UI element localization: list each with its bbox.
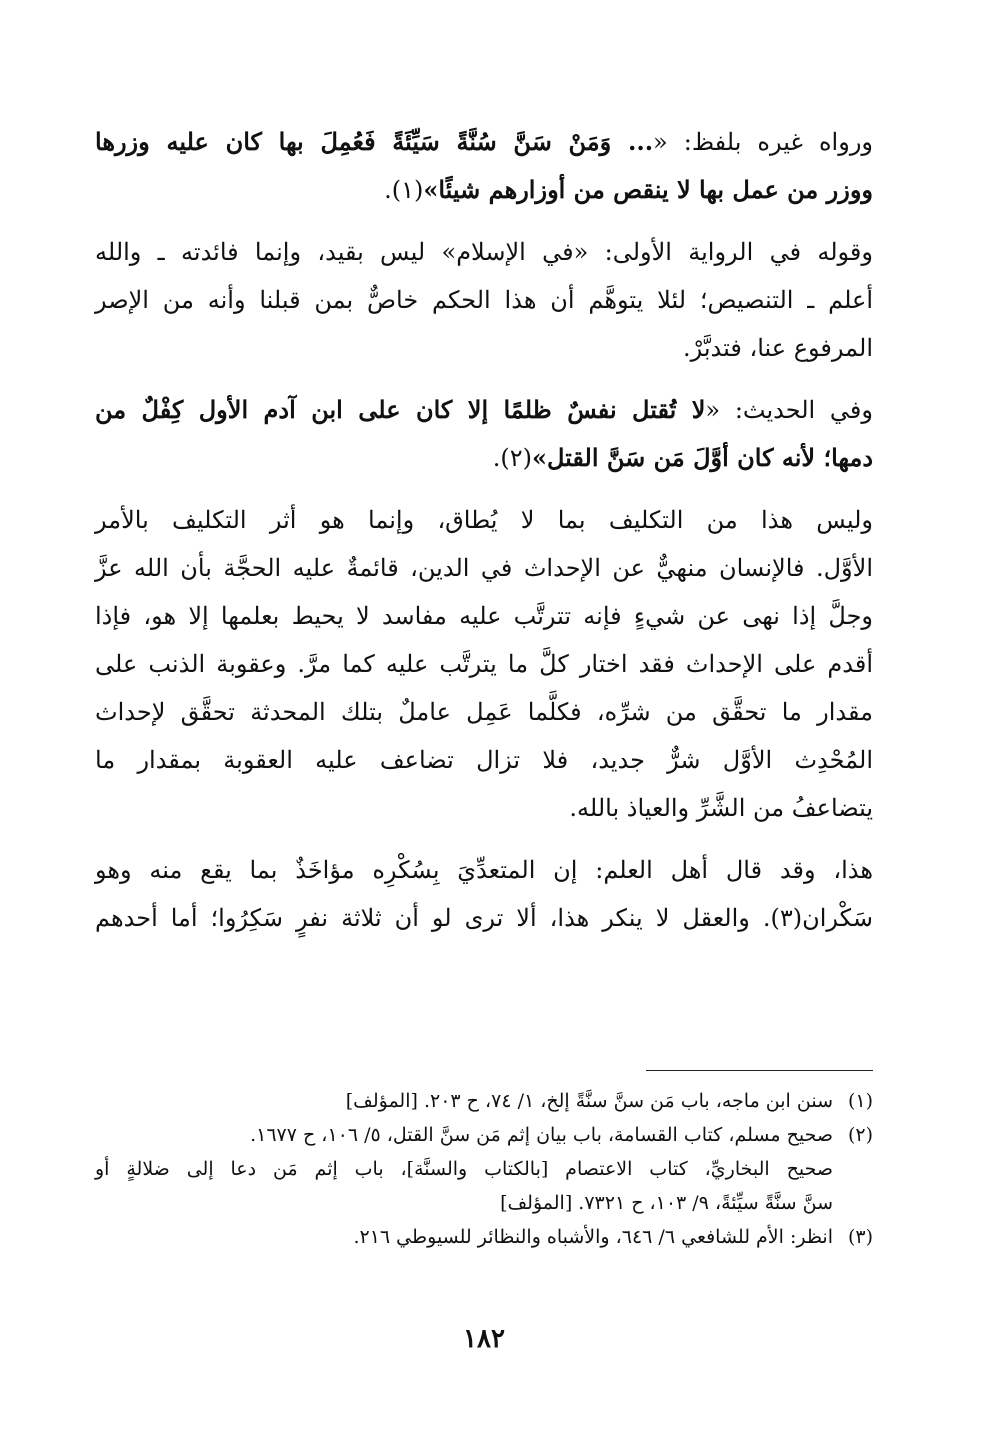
- footnotes: [95, 1084, 873, 1254]
- footnote-separator: [646, 1070, 873, 1071]
- paragraph-3-line-2: دمها؛ لأنه كان أوَّلَ مَن سَنَّ القتل»(٢).: [492, 443, 873, 472]
- paragraph-4-line-5: مقدار ما تحقَّق من شرِّه، فكلَّما عَمِل عاملٌ بتلك المحدثة تحقَّق لإحداث: [95, 698, 873, 726]
- footnote-3-text: انظر: الأم للشافعي ٦/ ٦٤٦، والأشباه والنظائر للسيوطي ٢١٦.: [353, 1226, 833, 1248]
- footnote-1: [95, 1084, 873, 1118]
- paragraph-2-line-3: المرفوع عنا، فتدبَّرْ.: [682, 334, 873, 362]
- paragraph-3: [95, 386, 873, 482]
- paragraph-1-line-1: ورواه غيره بلفظ: «... وَمَنْ سَنَّ سُنَّةً سَيِّئَةً فَعُمِلَ بها كان عليه وزرها: [95, 127, 873, 156]
- footnote-2-text-line-3: سنَّ سنَّةً سيِّئةً، ٩/ ١٠٣، ح ٧٣٢١. [المؤلف]: [500, 1192, 833, 1214]
- footnote-3-number: (٣): [847, 1226, 873, 1248]
- footnote-1-number: (١): [847, 1090, 873, 1112]
- footnote-1-text: سنن ابن ماجه، باب مَن سنَّ سنَّةً إلخ، ١/ ٧٤، ح ٢٠٣. [المؤلف]: [345, 1090, 833, 1112]
- paragraph-5-line-2: سَكْران(٣). والعقل لا ينكر هذا، ألا ترى لو أن ثلاثة نفرٍ سَكِرُوا؛ أما أحدهم: [95, 904, 873, 932]
- footnote-2-text-line-2: صحيح البخاريِّ، كتاب الاعتصام [بالكتاب والسنَّة]، باب إثم مَن دعا إلى ضلالةٍ أو: [95, 1158, 833, 1180]
- paragraph-4-line-7: يتضاعفُ من الشَّرِّ والعياذ بالله.: [569, 794, 873, 822]
- paragraph-4-line-1: وليس هذا من التكليف بما لا يُطاق، وإنما هو أثر التكليف بالأمر: [95, 506, 873, 534]
- footnote-2-number: (٢): [847, 1124, 873, 1146]
- paragraph-4-line-4: أقدم على الإحداث فقد اختار كلَّ ما يترتَّب عليه كما مرَّ. وعقوبة الذنب على: [95, 650, 873, 678]
- book-page: [95, 118, 873, 1368]
- paragraph-5: [95, 846, 873, 942]
- footnote-2-text-line-1: صحيح مسلم، كتاب القسامة، باب بيان إثم مَن سنَّ القتل، ٥/ ١٠٦، ح ١٦٧٧.: [250, 1124, 833, 1146]
- paragraph-4-line-2: الأوَّل. فالإنسان منهيٌّ عن الإحداث في الدين، قائمةٌ عليه الحجَّة بأن الله عزَّ: [95, 554, 873, 582]
- paragraph-1: [95, 118, 873, 214]
- paragraph-4-line-3: وجلَّ إذا نهى عن شيءٍ فإنه تترتَّب عليه مفاسد لا يحيط بعلمها إلا هو، فإذا: [95, 602, 873, 630]
- paragraph-1-line-2: ووزر من عمل بها لا ينقص من أوزارهم شيئًا»(١).: [384, 175, 873, 204]
- footnote-3: [95, 1220, 873, 1254]
- paragraph-4: [95, 496, 873, 832]
- paragraph-2: [95, 228, 873, 372]
- paragraph-3-line-1: وفي الحديث: «لا تُقتل نفسٌ ظلمًا إلا كان على ابن آدم الأول كِفْلٌ من: [95, 395, 873, 424]
- page-number: ١٨٢: [463, 1324, 505, 1354]
- paragraph-2-line-2: أعلم ـ التنصيص؛ لئلا يتوهَّم أن هذا الحكم خاصٌّ بمن قبلنا وأنه من الإصر: [95, 286, 873, 314]
- footnote-2: [95, 1118, 873, 1152]
- paragraph-2-line-1: وقوله في الرواية الأولى: «في الإسلام» ليس بقيد، وإنما فائدته ـ والله: [95, 238, 873, 266]
- paragraph-4-line-6: المُحْدِث الأوَّل شرٌّ جديد، فلا تزال تضاعف عليه العقوبة بمقدار ما: [95, 746, 874, 774]
- paragraph-5-line-1: هذا، وقد قال أهل العلم: إن المتعدِّيَ بِسُكْرِه مؤاخَذٌ بما يقع منه وهو: [95, 856, 873, 884]
